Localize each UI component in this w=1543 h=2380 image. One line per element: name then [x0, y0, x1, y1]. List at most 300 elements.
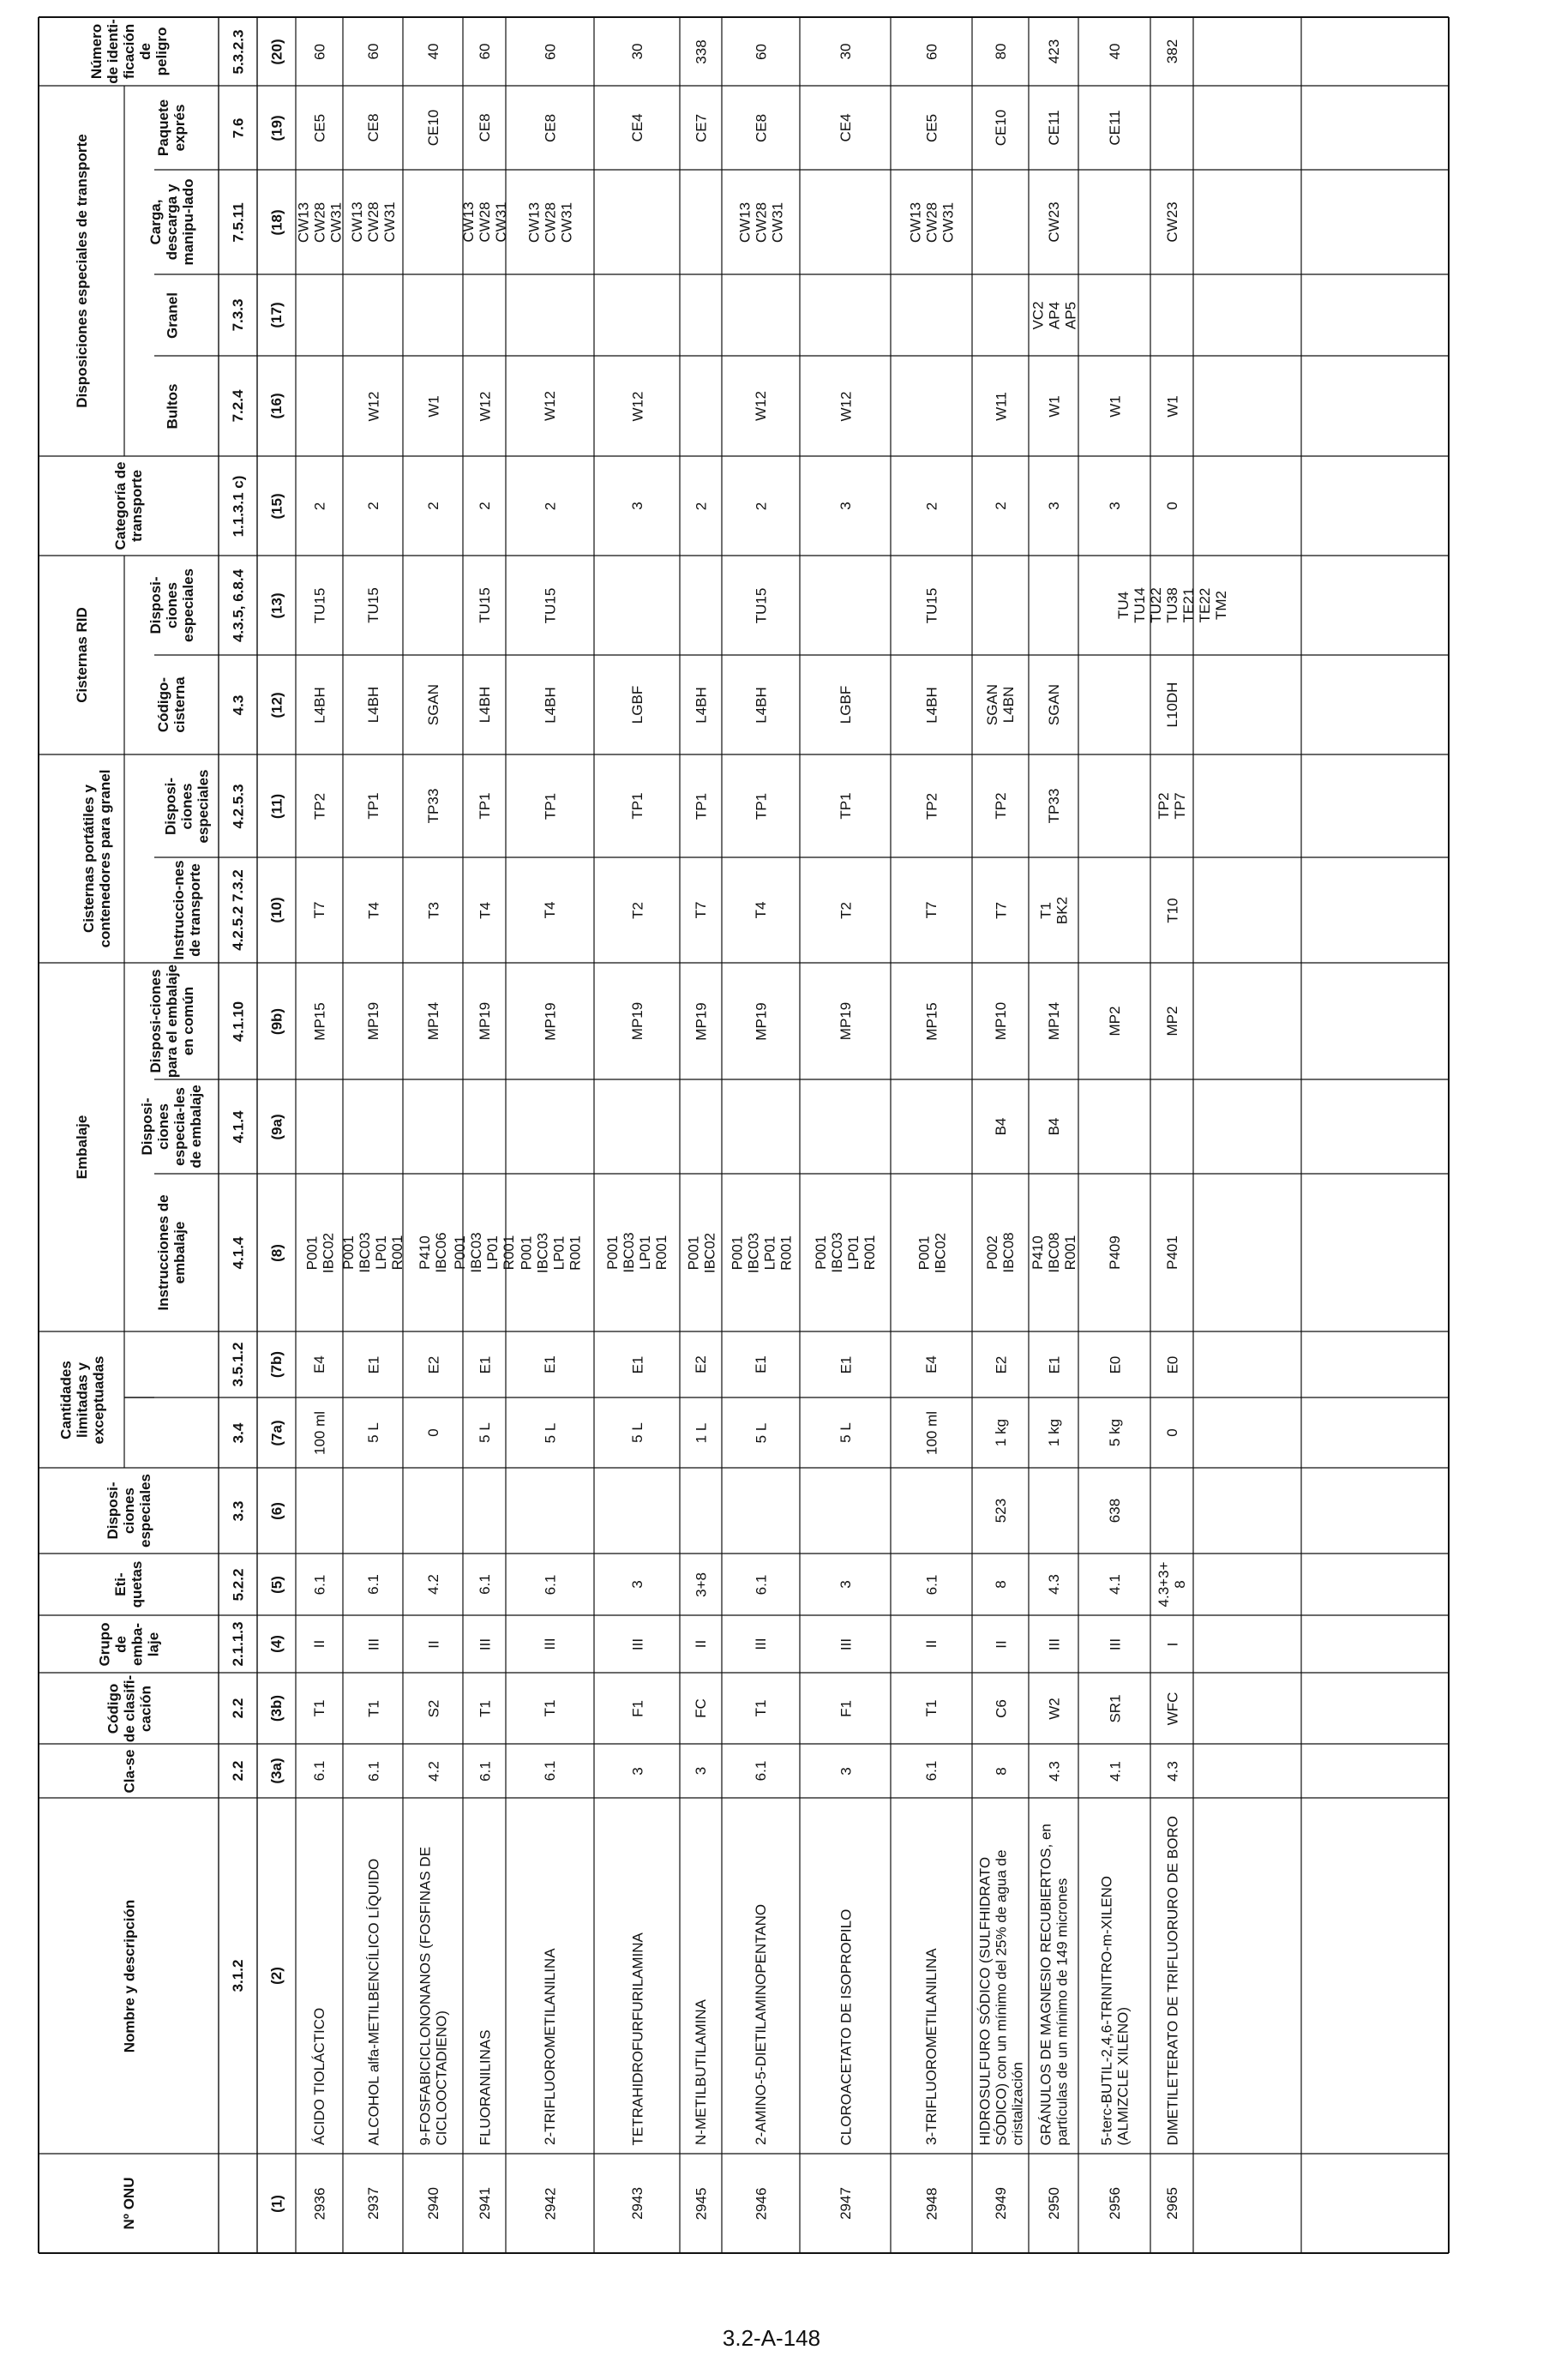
data-value-cell	[800, 1174, 891, 1331]
data-value-cell	[463, 1397, 506, 1468]
ref-cell-cell	[219, 1397, 257, 1468]
data-value-cell	[1078, 1468, 1150, 1554]
header-disp_comun-cell	[124, 963, 219, 1079]
colnum-cell: (9b)	[268, 1007, 285, 1035]
data-value-cell	[506, 754, 594, 857]
data-value-cell	[1029, 1744, 1078, 1798]
header-name-cell	[39, 1798, 219, 2154]
data-value: 30	[837, 43, 854, 60]
data-value: L4BH	[311, 686, 327, 724]
data-value-cell	[972, 754, 1029, 857]
data-value: F1	[628, 1699, 645, 1717]
ref-cell-cell	[219, 754, 257, 857]
un-number: 2950	[1045, 2187, 1062, 2220]
data-value-cell	[594, 356, 680, 456]
data-value-cell	[296, 655, 343, 754]
data-value-cell	[1150, 17, 1193, 86]
data-value-cell	[506, 1397, 594, 1468]
data-value: TU15	[753, 587, 769, 623]
un-number: 2965	[1163, 2187, 1180, 2220]
data-value: III	[1106, 1638, 1123, 1650]
data-value: TP1	[628, 792, 645, 820]
un-number: 2942	[542, 2187, 558, 2220]
data-value: III	[1045, 1638, 1062, 1650]
data-value: L4BH	[753, 686, 769, 724]
data-value: 5 L	[476, 1422, 493, 1443]
data-value: II	[992, 1639, 1009, 1649]
colnum-cell-cell	[257, 274, 296, 356]
data-value-cell	[972, 963, 1029, 1079]
colnum-cell: (7b)	[268, 1350, 285, 1379]
data-value: T1 BK2	[1037, 896, 1070, 924]
ref-cell: 7.5.11	[230, 201, 246, 243]
substance-name: DIMETILETERATO DE TRIFLUORURO DE BORO	[1163, 1815, 1180, 2145]
un-number-cell	[343, 2154, 403, 2253]
data-value-cell	[1150, 1615, 1193, 1673]
header-cantidades-cell	[39, 1331, 124, 1468]
data-value-cell	[1029, 1673, 1078, 1744]
data-value: 6.1	[542, 1760, 558, 1782]
data-value-cell	[891, 754, 972, 857]
data-value: CW13 CW28 CW31	[348, 201, 398, 243]
data-value: P001 IBC02	[303, 1232, 336, 1273]
data-value: TP33	[424, 788, 441, 824]
data-value-cell	[1029, 857, 1078, 963]
un-number-cell	[1078, 2154, 1150, 2253]
data-value-cell	[403, 1615, 463, 1673]
colnum-cell: (9a)	[268, 1113, 285, 1140]
data-value: 40	[1106, 43, 1123, 60]
substance-name: 2-TRIFLUOROMETILANILINA	[542, 1948, 558, 2145]
data-value: 6.1	[476, 1574, 493, 1595]
un-number: 2949	[992, 2187, 1009, 2220]
data-value-cell	[296, 1331, 343, 1397]
data-value: 3	[693, 1766, 709, 1776]
data-value-cell	[343, 1615, 403, 1673]
data-value: 5 kg	[1106, 1418, 1123, 1447]
data-value: P001 IBC02	[915, 1232, 948, 1273]
data-value: 3	[837, 1580, 854, 1589]
data-value-cell	[594, 857, 680, 963]
colnum-cell-cell	[257, 1468, 296, 1554]
colnum-cell-cell	[257, 86, 296, 170]
data-value-cell	[972, 1397, 1029, 1468]
data-value-cell	[594, 86, 680, 170]
data-value-cell	[343, 1673, 403, 1744]
data-value: 3	[628, 1580, 645, 1589]
data-value-cell	[403, 17, 463, 86]
data-value-cell	[506, 1673, 594, 1744]
data-value-cell	[722, 170, 800, 274]
colnum-cell-cell	[257, 1615, 296, 1673]
data-value: TP1	[693, 792, 709, 820]
data-value: 60	[753, 43, 769, 60]
data-value: 30	[628, 43, 645, 60]
data-value-cell	[463, 655, 506, 754]
data-value: MP19	[628, 1001, 645, 1041]
colnum-cell: (2)	[268, 1967, 285, 1985]
data-value-cell	[1029, 963, 1078, 1079]
un-number: 2945	[693, 2187, 709, 2220]
data-value-cell	[722, 1174, 800, 1331]
data-value: TP1	[753, 792, 769, 820]
data-value: T7	[311, 901, 327, 919]
header-bultos-cell	[124, 356, 219, 456]
data-value-cell	[722, 1673, 800, 1744]
data-value-cell	[296, 1554, 343, 1615]
data-value-cell	[800, 1615, 891, 1673]
header-disp_comun: Disposi-ciones para el embalaje en común	[147, 964, 196, 1079]
data-value: III	[753, 1638, 769, 1650]
ref-cell-cell	[219, 1673, 257, 1744]
un-number-cell	[594, 2154, 680, 2253]
data-value-cell	[891, 556, 972, 655]
ref-cell: 5.3.2.3	[230, 29, 246, 74]
data-value: 2	[311, 502, 327, 510]
header-cisternas_port: Cisternas portátiles y contenedores para granel	[80, 769, 113, 948]
data-value: 3	[837, 1766, 854, 1776]
data-value-cell	[594, 1397, 680, 1468]
data-value-cell	[403, 1673, 463, 1744]
data-value: P401	[1163, 1235, 1180, 1270]
data-value: T4	[364, 901, 381, 919]
data-value-cell	[680, 456, 722, 556]
data-value: 80	[992, 43, 1009, 60]
header-cisternas_rid-cell	[39, 556, 124, 754]
data-value-cell	[800, 1397, 891, 1468]
data-value: E0	[1106, 1355, 1123, 1373]
data-value-cell	[1078, 356, 1150, 456]
colnum-cell-cell	[257, 1673, 296, 1744]
data-value: 4.3	[1045, 1760, 1062, 1782]
data-value-cell	[891, 1174, 972, 1331]
data-value: CW13 CW28 CW31	[525, 201, 574, 243]
data-value-cell	[972, 1331, 1029, 1397]
data-value: 4.2	[424, 1760, 441, 1782]
data-value-cell	[972, 1468, 1029, 1554]
header-cisternas_rid: Cisternas RID	[73, 607, 90, 703]
data-value: 0	[1163, 502, 1180, 510]
data-value: 2	[364, 502, 381, 510]
data-value: T1	[923, 1699, 940, 1717]
data-value-cell	[972, 456, 1029, 556]
data-value: 6.1	[364, 1574, 381, 1595]
data-value: 60	[364, 43, 381, 60]
data-value-cell	[506, 1615, 594, 1673]
data-value-cell	[1029, 170, 1078, 274]
data-value: 6.1	[923, 1760, 940, 1782]
header-etiquetas-cell	[39, 1554, 219, 1615]
data-value: CW13 CW28 CW31	[295, 201, 344, 243]
un-number-cell	[1150, 2154, 1193, 2253]
un-number-cell	[680, 2154, 722, 2253]
data-value: MP14	[424, 1001, 441, 1041]
data-value-cell	[972, 17, 1029, 86]
substance-name: 9-FOSFABICICLONONANOS (FOSFINAS DE CICLOOCTADIENO)	[417, 1846, 449, 2145]
colnum-cell-cell	[257, 857, 296, 963]
substance-name-cell	[1078, 1798, 1150, 2154]
data-value: CW13 CW28 CW31	[459, 201, 509, 243]
data-value-cell	[680, 655, 722, 754]
data-value-cell	[972, 1615, 1029, 1673]
substance-name: TETRAHIDROFURFURILAMINA	[628, 1932, 645, 2145]
colnum-cell: (19)	[268, 114, 285, 141]
ref-cell: 4.3	[230, 694, 246, 715]
data-value: TP2 TP7	[1156, 792, 1188, 820]
data-value: 2	[424, 502, 441, 510]
colnum-cell-cell	[257, 356, 296, 456]
data-value-cell	[1150, 1744, 1193, 1798]
data-value-cell	[594, 1174, 680, 1331]
data-value: F1	[837, 1699, 854, 1717]
data-value-cell	[680, 963, 722, 1079]
un-number: 2941	[476, 2187, 493, 2220]
data-value-cell	[722, 655, 800, 754]
data-value: TP1	[542, 792, 558, 820]
data-value: 2	[476, 502, 493, 510]
data-value-cell	[594, 1673, 680, 1744]
header-paquete-cell	[124, 86, 219, 170]
data-value: 6.1	[542, 1574, 558, 1595]
colnum-cell: (20)	[268, 38, 285, 65]
data-value: CE7	[693, 113, 709, 142]
header-disp_port-cell	[154, 754, 219, 857]
data-value-cell	[891, 1554, 972, 1615]
data-value: SGAN L4BN	[984, 683, 1017, 726]
data-value-cell	[506, 1744, 594, 1798]
data-value: P001 IBC03 LP01 R001	[340, 1232, 405, 1273]
data-value: TP1	[837, 792, 854, 820]
colnum-cell-cell	[257, 1331, 296, 1397]
data-value: 100 ml	[311, 1410, 327, 1455]
data-value-cell	[594, 456, 680, 556]
data-value: 5 L	[753, 1422, 769, 1443]
ref-cell: 1.1.3.1 c)	[230, 475, 246, 537]
data-value-cell	[1029, 356, 1078, 456]
data-value-cell	[1078, 1673, 1150, 1744]
data-value-cell	[722, 1554, 800, 1615]
data-value-cell	[680, 1174, 722, 1331]
data-value: T3	[424, 901, 441, 919]
data-value-cell	[1150, 1397, 1193, 1468]
data-value: 4.1	[1106, 1574, 1123, 1595]
data-value-cell	[722, 17, 800, 86]
colnum-cell-cell	[257, 1798, 296, 2154]
data-value: CE11	[1045, 110, 1062, 146]
data-value-cell	[343, 1744, 403, 1798]
data-value: 423	[1045, 39, 1062, 64]
data-value: TP1	[364, 792, 381, 820]
substance-name-cell	[463, 1798, 506, 2154]
data-value-cell	[296, 1615, 343, 1673]
substance-name: GRÁNULOS DE MAGNESIO RECUBIERTOS, en partículas de un mínimo de 149 micrones	[1037, 1823, 1070, 2145]
data-value: E1	[1045, 1355, 1062, 1373]
header-disp_rid: Disposi-ciones especiales	[147, 568, 196, 643]
data-value-cell	[403, 1554, 463, 1615]
data-value-cell	[1150, 754, 1193, 857]
data-value-cell	[680, 1397, 722, 1468]
data-value-cell	[800, 86, 891, 170]
header-cod_cisterna-cell	[124, 655, 219, 754]
un-number: 2947	[837, 2187, 854, 2220]
data-value-cell	[680, 1554, 722, 1615]
ref-cell: 4.1.4	[230, 1110, 246, 1143]
data-value: LGBF	[837, 685, 854, 724]
data-value: E1	[364, 1355, 381, 1373]
colnum-cell: (15)	[268, 492, 285, 520]
data-value: T4	[542, 901, 558, 919]
data-value: MP19	[476, 1001, 493, 1041]
header-categoria: Categoría de transporte	[112, 461, 145, 550]
data-value-cell	[403, 1331, 463, 1397]
data-value-cell	[463, 1615, 506, 1673]
ref-cell: 7.2.4	[230, 389, 246, 423]
data-value-cell	[506, 356, 594, 456]
ref-cell: 4.3.5, 6.8.4	[230, 568, 246, 642]
data-value: L4BH	[542, 686, 558, 724]
data-value: 2	[542, 502, 558, 510]
data-value-cell	[403, 456, 463, 556]
data-value-cell	[506, 655, 594, 754]
data-value: L4BH	[364, 686, 381, 724]
data-value: P410 IBC08 R001	[1029, 1232, 1078, 1273]
data-value-cell	[891, 1331, 972, 1397]
colnum-cell: (10)	[268, 897, 285, 923]
data-value: 60	[476, 43, 493, 60]
data-value: 100 ml	[923, 1410, 940, 1455]
header-clase-cell	[39, 1744, 219, 1798]
data-value: CE4	[837, 113, 854, 142]
data-value: III	[364, 1638, 381, 1650]
data-value-cell	[891, 857, 972, 963]
data-value-cell	[403, 963, 463, 1079]
substance-name-cell	[722, 1798, 800, 2154]
data-value-cell	[1150, 170, 1193, 274]
data-value-cell	[1029, 1079, 1078, 1174]
data-value-cell	[1114, 556, 1229, 655]
data-value: P001 IBC02	[684, 1232, 717, 1273]
header-peligro-cell	[39, 17, 219, 86]
data-value-cell	[891, 17, 972, 86]
data-value: E1	[542, 1355, 558, 1373]
data-value: III	[542, 1638, 558, 1650]
colnum-cell-cell	[257, 1397, 296, 1468]
data-value: W1	[1163, 394, 1180, 418]
data-value: MP10	[992, 1001, 1009, 1041]
data-value-cell	[1150, 356, 1193, 456]
data-value-cell	[680, 1615, 722, 1673]
data-value-cell	[1078, 1397, 1150, 1468]
header-name: Nombre y descripción	[120, 1899, 137, 2052]
data-value: 0	[1163, 1428, 1180, 1437]
data-value-cell	[506, 456, 594, 556]
data-value: W2	[1045, 1697, 1062, 1720]
colnum-cell: (7a)	[268, 1419, 285, 1446]
data-value: P409	[1106, 1235, 1123, 1270]
ref-cell	[219, 2154, 257, 2253]
data-value-cell	[800, 857, 891, 963]
data-value: W12	[628, 391, 645, 421]
data-value: II	[923, 1639, 940, 1649]
data-value-cell	[800, 1554, 891, 1615]
header-grupo-cell	[39, 1615, 219, 1673]
data-value-cell	[722, 754, 800, 857]
colnum-cell-cell	[257, 754, 296, 857]
data-value-cell	[296, 754, 343, 857]
data-value-cell	[800, 17, 891, 86]
ref-cell-cell	[219, 963, 257, 1079]
header-granel: Granel	[163, 291, 180, 339]
data-value-cell	[343, 356, 403, 456]
ref-cell-cell	[219, 86, 257, 170]
substance-name-cell	[1029, 1798, 1078, 2154]
header-instr_transp-cell	[154, 857, 219, 963]
data-value: 1 kg	[1045, 1418, 1062, 1447]
header-etiquetas: Eti-quetas	[112, 1560, 145, 1608]
data-value: 1 kg	[992, 1418, 1009, 1447]
un-number: 2956	[1106, 2187, 1123, 2220]
data-value: 2	[923, 502, 940, 510]
data-value: 6.1	[364, 1760, 381, 1782]
data-value-cell	[403, 1744, 463, 1798]
data-value: L10DH	[1163, 682, 1180, 728]
header-granel-cell	[124, 274, 219, 356]
data-value: T10	[1163, 897, 1180, 923]
header-clase: Cla-se	[120, 1748, 137, 1794]
data-value-cell	[722, 456, 800, 556]
data-value: L4BH	[476, 686, 493, 724]
un-number-cell	[1029, 2154, 1078, 2253]
data-value-cell	[800, 1331, 891, 1397]
data-value-cell	[343, 1331, 403, 1397]
data-value: E2	[992, 1355, 1009, 1373]
data-value: 3+8	[693, 1572, 709, 1597]
data-value: 6.1	[311, 1574, 327, 1595]
data-value: CE8	[542, 113, 558, 142]
substance-name: 2-AMINO-5-DIETILAMINOPENTANO	[753, 1903, 769, 2145]
substance-name-cell	[972, 1798, 1029, 2154]
data-value-cell	[680, 1744, 722, 1798]
data-value-cell	[972, 1673, 1029, 1744]
data-value-cell	[296, 857, 343, 963]
data-value-cell	[680, 17, 722, 86]
substance-name-cell	[680, 1798, 722, 2154]
data-value-cell	[1150, 1673, 1193, 1744]
ref-cell: 2.2	[230, 1698, 246, 1719]
data-value-cell	[972, 857, 1029, 963]
data-value-cell	[594, 1615, 680, 1673]
un-number: 2937	[364, 2187, 381, 2220]
data-value-cell	[403, 1397, 463, 1468]
data-value: VC2 AP4 AP5	[1029, 300, 1078, 330]
data-value: B4	[992, 1117, 1009, 1136]
data-value-cell	[1029, 456, 1078, 556]
data-value-cell	[891, 655, 972, 754]
data-value-cell	[680, 857, 722, 963]
data-value-cell	[972, 1554, 1029, 1615]
substance-name: FLUORANILINAS	[476, 2028, 493, 2145]
data-value: W12	[753, 391, 769, 421]
data-value: CE8	[364, 113, 381, 142]
un-number-cell	[722, 2154, 800, 2253]
colnum-cell: (4)	[268, 1635, 285, 1653]
data-value: 3	[837, 502, 854, 510]
data-value: 6.1	[753, 1574, 769, 1595]
ref-cell-cell	[219, 1468, 257, 1554]
ref-cell: 7.6	[230, 117, 246, 138]
data-value: 2	[992, 502, 1009, 510]
data-value-cell	[800, 655, 891, 754]
